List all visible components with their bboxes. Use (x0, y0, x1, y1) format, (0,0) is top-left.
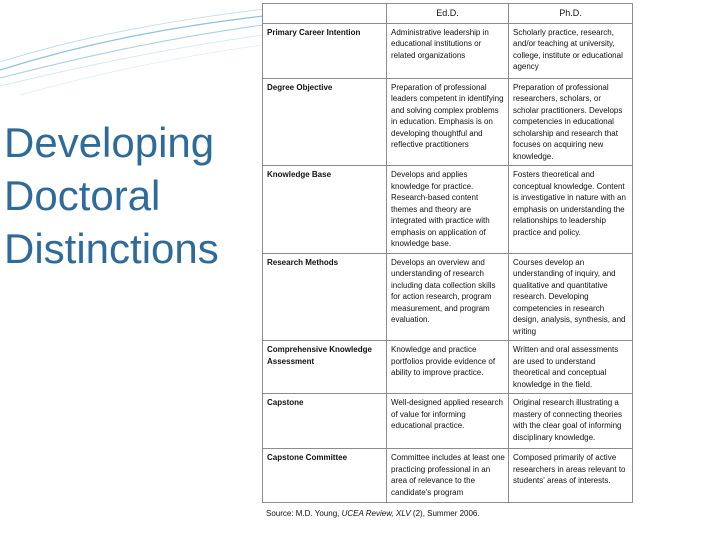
row-label: Degree Objective (263, 78, 387, 166)
phd-cell: Fosters theoretical and conceptual knowledge. Content is investigative in nature with an emphasis on understanding the relationships to leadership practice and policy. (509, 166, 633, 254)
edd-cell: Well-designed applied research of value for informing educational practice. (387, 394, 509, 449)
edd-cell: Knowledge and practice portfolios provide evidence of ability to improve practice. (387, 341, 509, 394)
phd-cell: Preparation of professional researchers, scholars, or scholar practitioners. Develops competencies in educational scholarship and research that focuses on acquiring new knowledge. (509, 78, 633, 166)
phd-cell: Scholarly practice, research, and/or teaching at university, college, institute or educational agency (509, 23, 633, 78)
row-label: Primary Career Intention (263, 23, 387, 78)
edd-cell: Preparation of professional leaders competent in identifying and solving complex problems in education. Emphasis is on developing thoughtful and reflective practitioners (387, 78, 509, 166)
table-row (263, 449, 633, 503)
phd-cell: Composed primarily of active researchers in areas relevant to students' areas of interests. (509, 449, 633, 503)
edd-cell: Administrative leadership in educational institutions or related organizations (387, 23, 509, 78)
edd-cell: Develops and applies knowledge for practice. Research-based content themes and theory are integrated with practice with emphasis on application of knowledge base. (387, 166, 509, 254)
header-empty-cell (263, 4, 387, 24)
table-row (263, 394, 633, 449)
phd-cell: Courses develop an understanding of inquiry, and qualitative and quantitative research. Developing competencies in research design, analysis, synthesis, and writing (509, 253, 633, 341)
edd-cell: Develops an overview and understanding of research including data collection skills for action research, program measurement, and program evaluation. (387, 253, 509, 341)
edd-cell: Committee includes at least one practicing professional in an area of relevance to the candidate's program (387, 449, 509, 503)
row-label: Capstone Committee (263, 449, 387, 503)
source-journal: UCEA Review, XLV (341, 509, 411, 518)
row-label: Knowledge Base (263, 166, 387, 254)
source-citation (266, 509, 480, 518)
comparison-document (262, 0, 634, 540)
table-header-row (263, 4, 633, 24)
table-row (263, 341, 633, 394)
phd-cell: Original research illustrating a mastery of connecting theories with the clear goal of informing disciplinary knowledge. (509, 394, 633, 449)
phd-cell: Written and oral assessments are used to understand theoretical and conceptual knowledge in the field. (509, 341, 633, 394)
table-row (263, 166, 633, 254)
source-prefix: Source: M.D. Young, (266, 509, 342, 518)
table-row (263, 23, 633, 78)
row-label: Comprehensive Knowledge Assessment (263, 341, 387, 394)
row-label: Research Methods (263, 253, 387, 341)
table-row (263, 78, 633, 166)
slide-title: Developing Doctoral Distinctions (4, 119, 219, 272)
decorative-swoosh-lines (0, 0, 300, 110)
header-edd: Ed.D. (387, 4, 509, 24)
row-label: Capstone (263, 394, 387, 449)
header-phd: Ph.D. (509, 4, 633, 24)
source-suffix: (2), Summer 2006. (410, 509, 480, 518)
table-row (263, 253, 633, 341)
degree-comparison-table (262, 3, 633, 503)
